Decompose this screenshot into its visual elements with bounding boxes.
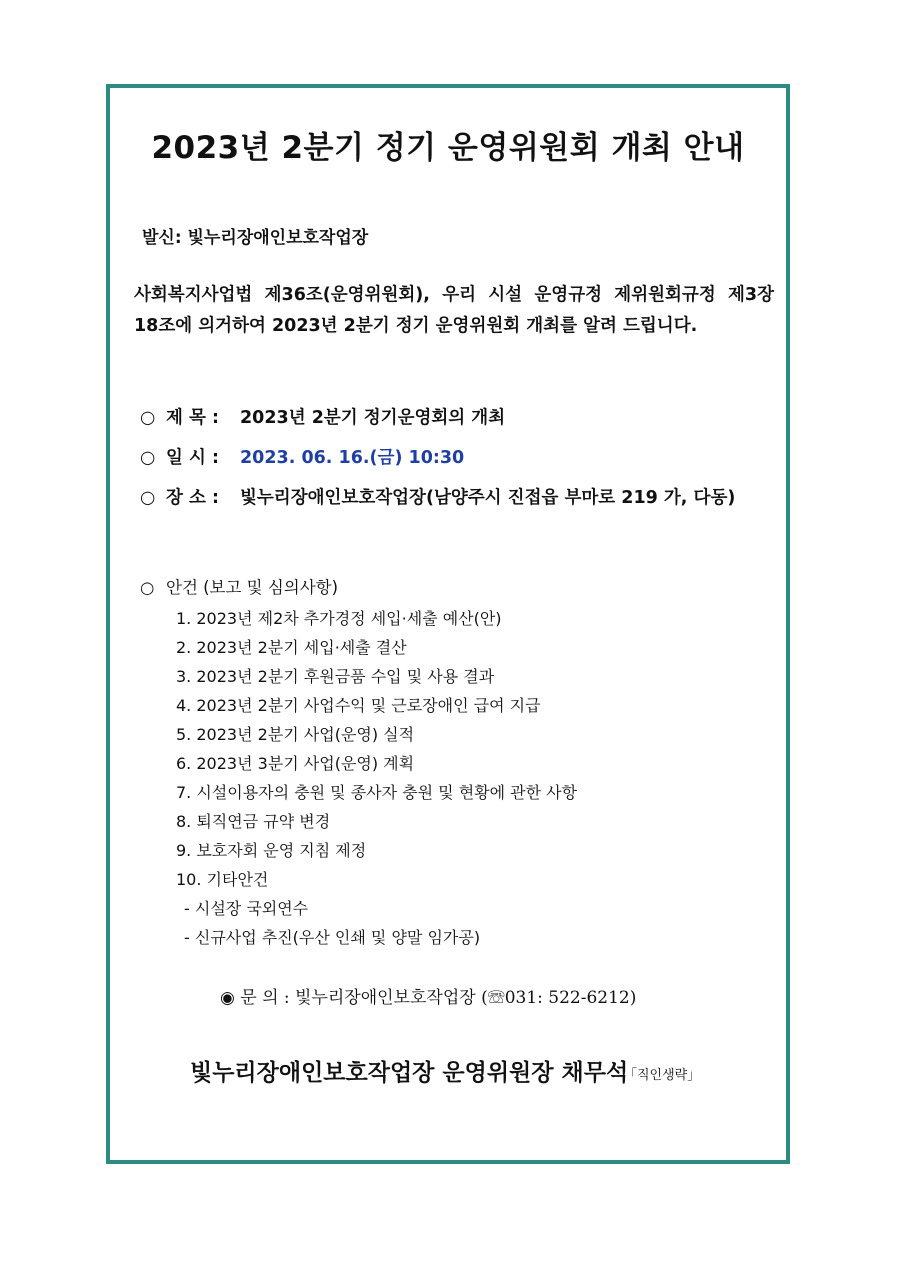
- agenda-item: 3. 2023년 2분기 후원금품 수입 및 사용 결과: [176, 667, 495, 686]
- info-value-datetime: 2023. 06. 16.(금) 10:30: [240, 448, 465, 468]
- agenda-item: 2. 2023년 2분기 세입·세출 결산: [176, 638, 407, 657]
- agenda-subitem: - 시설장 국외연수: [184, 899, 309, 918]
- intro-paragraph: 사회복지사업법 제36조(운영위원회), 우리 시설 운영규정 제위원회규정 제3장 18조에 의거하여 2023년 2분기 정기 운영위원회 개최를 알려 드립니다.: [134, 285, 774, 336]
- info-row-subject: [140, 404, 505, 429]
- contact-line: ◉ 문 의 : 빛누리장애인보호작업장 (☏031: 522-6212): [220, 988, 637, 1008]
- info-label: 제 목 :: [166, 408, 219, 428]
- notice-frame: [106, 84, 790, 1164]
- agenda-item: 1. 2023년 제2차 추가경정 세입·세출 예산(안): [176, 609, 502, 628]
- circle-bullet-icon: ○: [140, 488, 156, 508]
- agenda-item: 7. 시설이용자의 충원 및 종사자 충원 및 현황에 관한 사항: [176, 783, 578, 802]
- agenda-list: [176, 604, 577, 894]
- agenda-item: 9. 보호자회 운영 지침 제정: [176, 841, 367, 860]
- signature-line: 빛누리장애인보호작업장 운영위원장 채무석: [190, 1060, 629, 1086]
- sender-line: 발신: 빛누리장애인보호작업장: [142, 228, 369, 248]
- info-value: 2023년 2분기 정기운영회의 개최: [240, 408, 506, 428]
- agenda-item: 8. 퇴직연금 규약 변경: [176, 812, 331, 831]
- agenda-subitem: - 신규사업 추진(우산 인쇄 및 양말 임가공): [184, 928, 481, 947]
- agenda-sublist: [184, 894, 480, 952]
- agenda-item: 10. 기타안건: [176, 870, 269, 889]
- agenda-item: 4. 2023년 2분기 사업수익 및 근로장애인 급여 지급: [176, 696, 541, 715]
- info-label: 장 소 :: [166, 488, 219, 508]
- circle-bullet-icon: ○: [140, 448, 156, 468]
- agenda-item: 6. 2023년 3분기 사업(운영) 계획: [176, 754, 415, 773]
- info-label: 일 시 :: [166, 448, 219, 468]
- info-value: 빛누리장애인보호작업장(남양주시 진접읍 부마로 219 가, 다동): [240, 488, 736, 508]
- info-row-location: [140, 484, 735, 509]
- agenda-heading-text: 안건 (보고 및 심의사항): [166, 578, 339, 597]
- circle-bullet-icon: ○: [140, 408, 156, 428]
- circle-bullet-icon: ○: [140, 578, 155, 597]
- notice-title: 2023년 2분기 정기 운영위원회 개최 안내: [151, 130, 745, 166]
- agenda-heading: [140, 574, 338, 598]
- info-row-datetime: [140, 444, 464, 469]
- seal-omitted-note: 「직인생략」: [624, 1068, 701, 1083]
- agenda-item: 5. 2023년 2분기 사업(운영) 실적: [176, 725, 415, 744]
